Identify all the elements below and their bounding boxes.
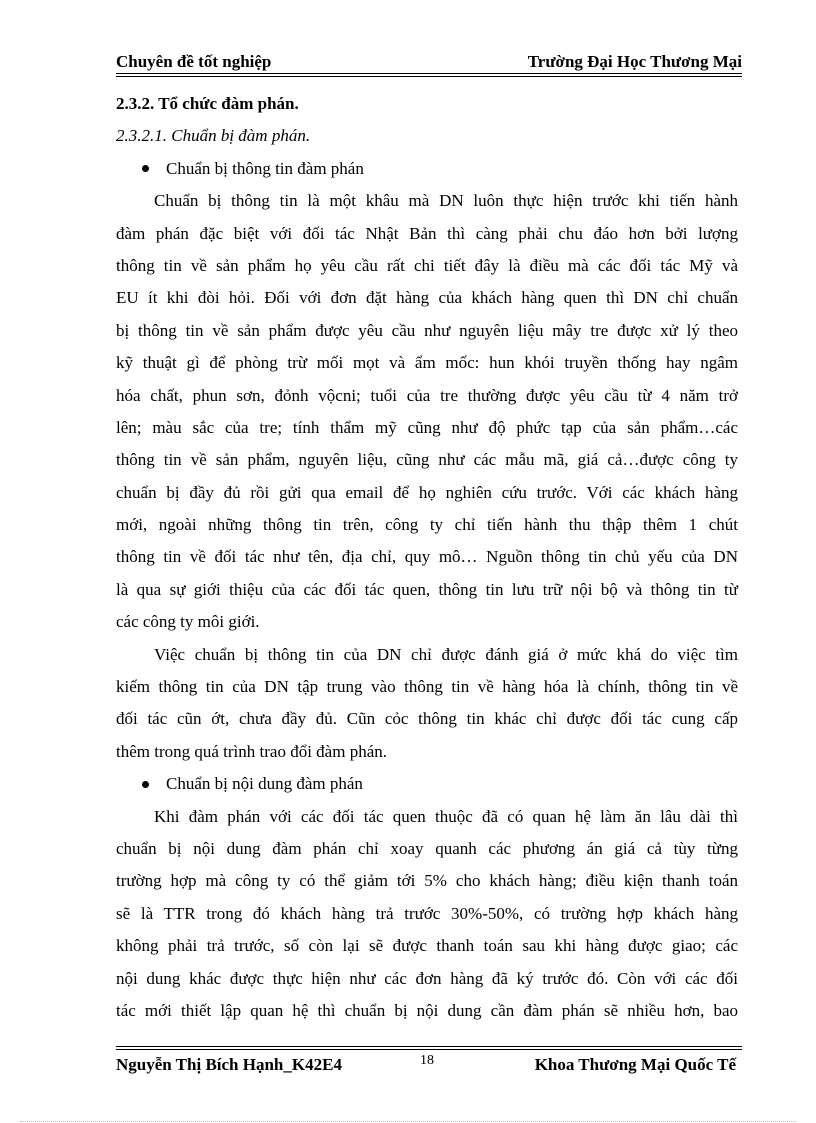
bullet-icon: [142, 165, 149, 172]
footer-faculty: Khoa Thương Mại Quốc Tế: [534, 1055, 736, 1074]
page-bottom-divider: [20, 1121, 796, 1122]
text-line: thông tin về sản phẩm họ yêu cầu rất chi tiết đây là điều mà các đối tác Mỹ và: [116, 255, 738, 275]
header-right-title: Trường Đại Học Thương Mại: [527, 52, 742, 71]
text-line: đối tác cũn ớt, chưa đầy đủ. Cũn cỏc thông tin khác chỉ được đối tác cung cấp: [116, 709, 738, 729]
section-heading: 2.3.2. Tổ chức đàm phán.: [116, 94, 299, 113]
bullet-icon: [142, 781, 149, 788]
text-line: không phải trả trước, số còn lại sẽ được thanh toán sau khi hàng được giao; các: [116, 936, 738, 956]
text-line: chuẩn bị đầy đủ rồi gửi qua email để họ nghiên cứu trước. Với các khách hàng: [116, 482, 738, 502]
page-number: 18: [420, 1053, 434, 1068]
text-line: Việc chuẩn bị thông tin của DN chỉ được đánh giá ở mức khá do việc tìm: [154, 644, 738, 664]
header-left-title: Chuyên đề tốt nghiệp: [116, 52, 272, 71]
body-content: [116, 88, 738, 1027]
paragraph-2: [116, 639, 738, 769]
text-line: nội dung khác được thực hiện như các đơn hàng đã ký trước đó. Còn với các đối: [116, 968, 738, 988]
text-line: hóa chất, phun sơn, đỏnh vộcni; tuổi của tre thường được yêu cầu từ 4 năm trở: [116, 385, 738, 405]
text-line: Khi đàm phán với các đối tác quen thuộc đã có quan hệ làm ăn lâu dài thì: [154, 806, 738, 826]
text-line: kiếm thông tin của DN tập trung vào thông tin về hàng hóa là chính, thông tin về: [116, 677, 738, 697]
text-line: EU ít khi đòi hỏi. Đối với đơn đặt hàng của khách hàng quen thì DN chỉ chuẩn: [116, 288, 738, 308]
text-line: tác mới thiết lập quan hệ thì chuẩn bị nội dung cần đàm phán sẽ nhiều hơn, bao: [116, 1000, 738, 1020]
paragraph-3: [116, 801, 738, 1028]
bullet-text: Chuẩn bị thông tin đàm phán: [166, 158, 364, 178]
text-line: mới, ngoài những thông tin trên, công ty chỉ tiến hành thu thập thêm 1 chút: [116, 515, 738, 535]
footer-rule: [116, 1049, 742, 1050]
bullet-text: Chuẩn bị nội dung đàm phán: [166, 774, 363, 794]
text-line: trường hợp mà công ty có thể giảm tới 5% cho khách hàng; điều kiện thanh toán: [116, 871, 738, 891]
text-line: chuẩn bị nội dung đàm phán chỉ xoay quanh các phương án giá cả tùy từng: [116, 838, 738, 858]
text-line: là qua sự giới thiệu của các đối tác quen, thông tin lưu trữ nội bộ và thông tin từ: [116, 579, 738, 599]
text-line: kỹ thuật gì để phòng trừ mối mọt và ẩm mốc: hun khói truyền thống hay ngâm: [116, 353, 738, 373]
text-line: thêm trong quá trình trao đổi đàm phán.: [116, 741, 387, 761]
text-line: sẽ là TTR trong đó khách hàng trả trước 30%-50%, có trường hợp khách hàng: [116, 903, 738, 923]
page-header: [116, 50, 742, 72]
subsection-heading: 2.3.2.1. Chuẩn bị đàm phán.: [116, 126, 311, 146]
footer-rule-thin: [116, 1046, 742, 1047]
text-line: thông tin về đối tác như tên, địa chỉ, quy mô… Nguồn thông tin chủ yếu của DN: [116, 547, 738, 567]
text-line: thông tin về sản phẩm, nguyên liệu, cũng như các mẫu mã, giá cả…được công ty: [116, 450, 738, 470]
text-line: đàm phán đặc biệt với đối tác Nhật Bản thì càng phải chu đáo hơn bởi lượng: [116, 223, 738, 243]
header-rule-thin: [116, 76, 742, 77]
bullet-item: [116, 768, 738, 800]
text-line: Chuẩn bị thông tin là một khâu mà DN luôn thực hiện trước khi tiến hành: [154, 191, 738, 211]
text-line: bị thông tin về sản phẩm được yêu cầu như nguyên liệu mây tre được xử lý theo: [116, 320, 738, 340]
header-rule: [116, 73, 742, 74]
paragraph-1: [116, 185, 738, 638]
page-footer: [116, 1053, 742, 1077]
footer-author: Nguyễn Thị Bích Hạnh_K42E4: [116, 1055, 342, 1074]
bullet-item: [116, 153, 738, 185]
text-line: lên; màu sắc của tre; tính thẩm mỹ cũng như độ phức tạp của sản phẩm…các: [116, 417, 738, 437]
text-line: các công ty môi giới.: [116, 612, 260, 632]
